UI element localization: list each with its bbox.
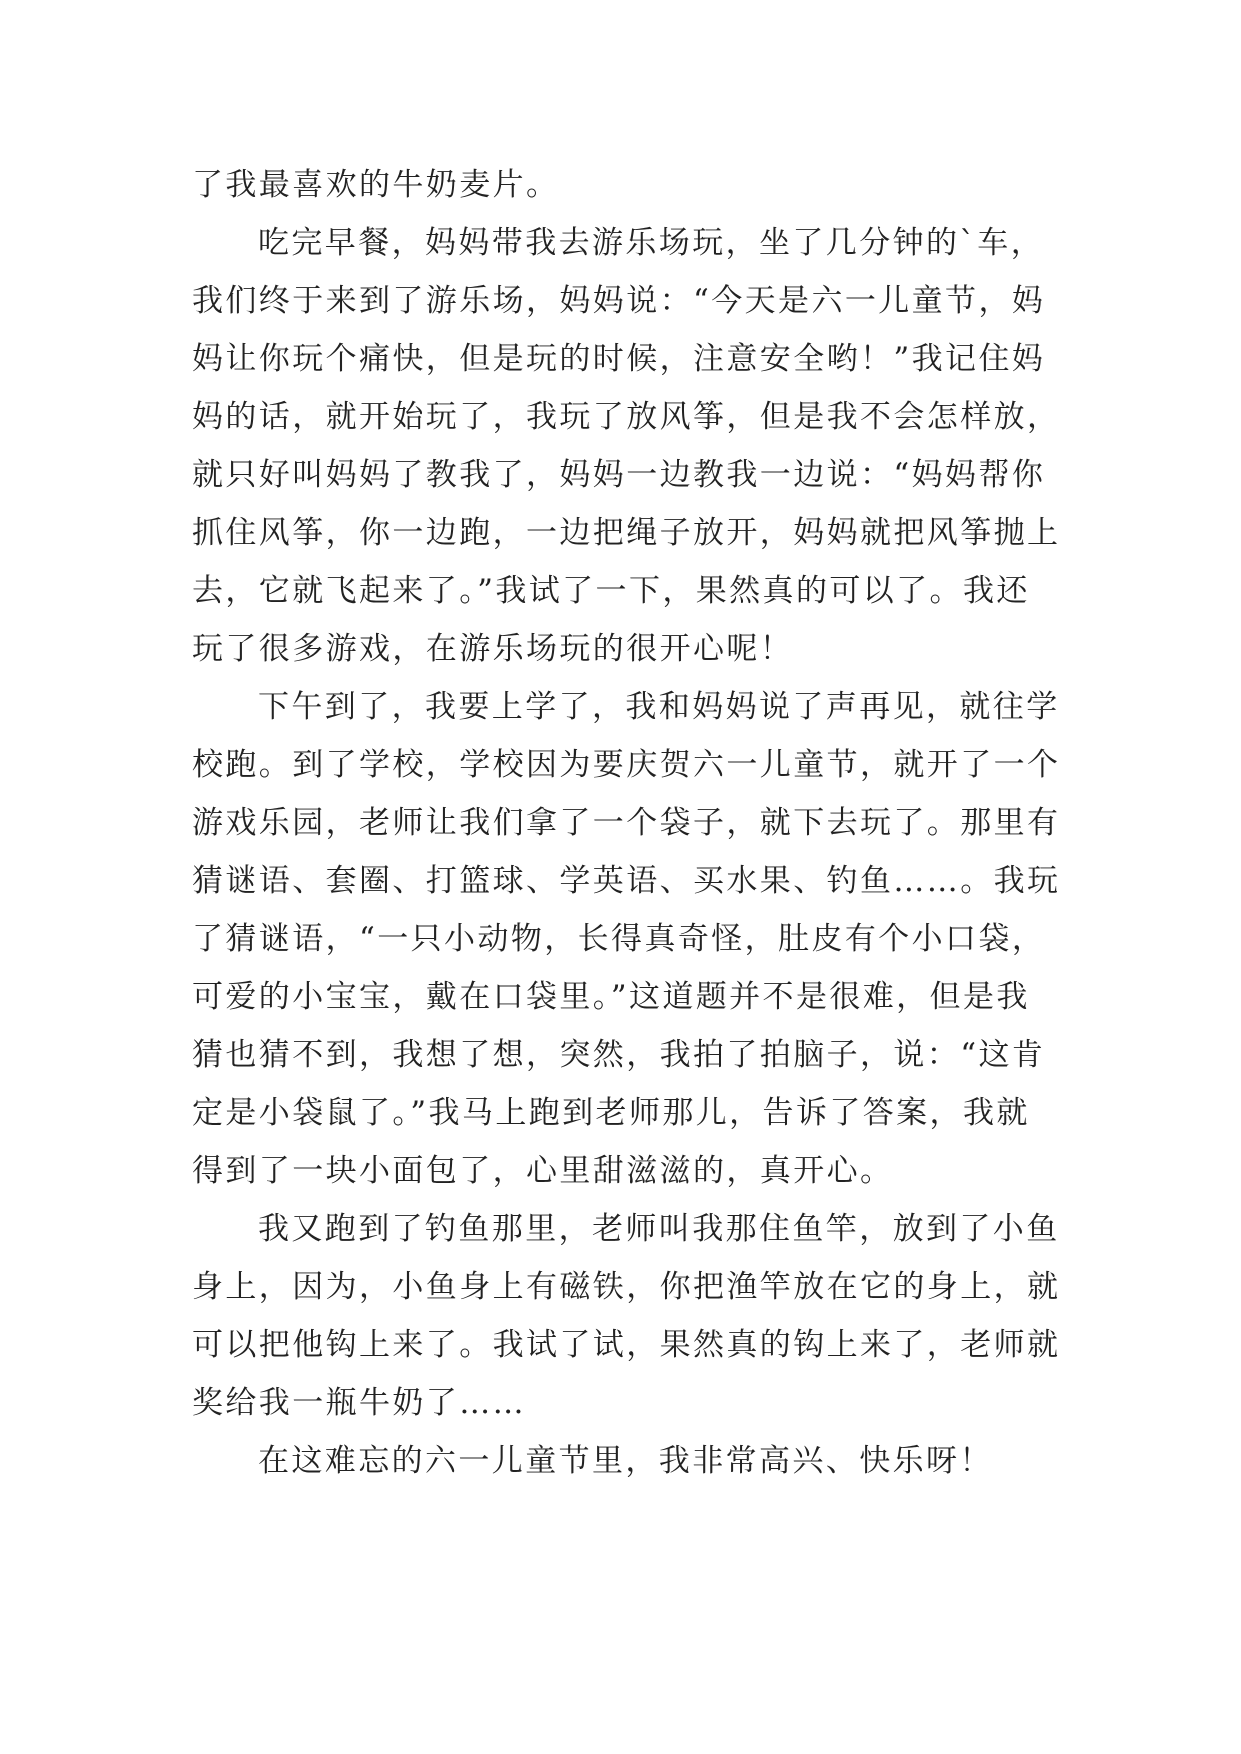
- text-line: 奖给我一瓶牛奶了……: [192, 1385, 526, 1421]
- text-line: 定是小袋鼠了。”我马上跑到老师那儿，告诉了答案，我就: [192, 1095, 1030, 1131]
- text-line: 可爱的小宝宝，戴在口袋里。”这道题并不是很难，但是我: [192, 979, 1030, 1015]
- text-line: 身上，因为，小鱼身上有磁铁，你把渔竿放在它的身上，就: [192, 1269, 1061, 1305]
- text-line: 妈的话，就开始玩了，我玩了放风筝，但是我不会怎样放，: [192, 399, 1061, 435]
- text-line: 就只好叫妈妈了教我了，妈妈一边教我一边说：“妈妈帮你: [192, 457, 1046, 493]
- text-line: 妈让你玩个痛快，但是玩的时候，注意安全哟！”我记住妈: [192, 341, 1046, 377]
- text-line: 校跑。到了学校，学校因为要庆贺六一儿童节，就开了一个: [192, 747, 1061, 783]
- text-line: 我们终于来到了游乐场，妈妈说：“今天是六一儿童节，妈: [192, 283, 1046, 319]
- text-line: 了猜谜语，“一只小动物，长得真奇怪，肚皮有个小口袋，: [192, 921, 1046, 957]
- text-line: 去，它就飞起来了。”我试了一下，果然真的可以了。我还: [192, 573, 1030, 609]
- text-line: 我又跑到了钓鱼那里，老师叫我那住鱼竿，放到了小鱼: [258, 1211, 1060, 1247]
- text-line: 吃完早餐，妈妈带我去游乐场玩，坐了几分钟的`车，: [258, 225, 1045, 261]
- essay-body: [192, 156, 1062, 1490]
- text-line: 猜也猜不到，我想了想，突然，我拍了拍脑子，说：“这肯: [192, 1037, 1046, 1073]
- text-line: 玩了很多游戏，在游乐场玩的很开心呢！: [192, 631, 794, 667]
- text-line: 猜谜语、套圈、打篮球、学英语、买水果、钓鱼……。我玩: [192, 863, 1061, 899]
- text-line: 抓住风筝，你一边跑，一边把绳子放开，妈妈就把风筝抛上: [192, 515, 1061, 551]
- text-line: 下午到了，我要上学了，我和妈妈说了声再见，就往学: [258, 689, 1060, 725]
- text-line: 可以把他钩上来了。我试了试，果然真的钩上来了，老师就: [192, 1327, 1061, 1363]
- text-line: 游戏乐园，老师让我们拿了一个袋子，就下去玩了。那里有: [192, 805, 1061, 841]
- text-line: 得到了一块小面包了，心里甜滋滋的，真开心。: [192, 1153, 894, 1189]
- text-line: 在这难忘的六一儿童节里，我非常高兴、快乐呀！: [258, 1443, 993, 1479]
- text-line: 了我最喜欢的牛奶麦片。: [192, 167, 560, 203]
